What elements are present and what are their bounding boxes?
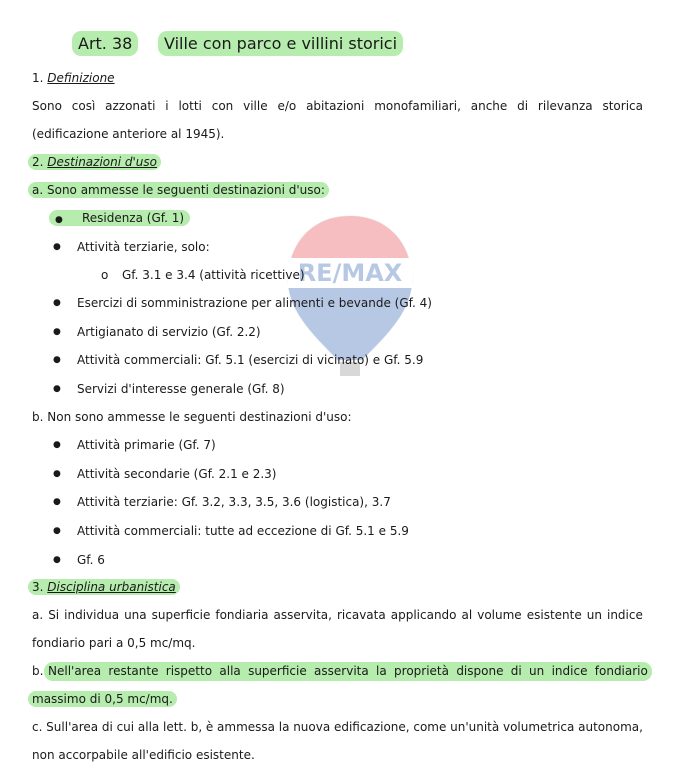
bullet-icon: ● bbox=[53, 384, 61, 394]
word: storica bbox=[602, 99, 643, 113]
word: edificazione, bbox=[333, 720, 410, 734]
section-1-heading: 1. Definizione bbox=[32, 71, 115, 85]
word: volume bbox=[477, 608, 522, 622]
list-item: Artigianato di servizio (Gf. 2.2) bbox=[77, 325, 261, 339]
section-3-b-line2: massimo di 0,5 mc/mq. bbox=[28, 690, 177, 709]
section-3-c-line2: non accorpabile all'edificio esistente. bbox=[32, 748, 255, 762]
sub-list-item: Gf. 3.1 e 3.4 (attività ricettive) bbox=[122, 268, 305, 282]
word: asservita bbox=[314, 664, 369, 678]
word: fondiario bbox=[594, 664, 648, 678]
remax-logo-text: RE/MAX bbox=[297, 259, 403, 287]
word: un bbox=[529, 664, 545, 678]
word: azzonati bbox=[105, 99, 156, 113]
word: asservita, bbox=[273, 608, 332, 622]
word: lotti bbox=[178, 99, 202, 113]
word: rilevanza bbox=[537, 99, 593, 113]
word: Sono bbox=[32, 99, 62, 113]
word: indice bbox=[606, 608, 643, 622]
section-2-b-intro: b. Non sono ammesse le seguenti destinazioni d'uso: bbox=[32, 410, 352, 424]
word: Si bbox=[48, 608, 60, 622]
list-item: Attività terziarie: Gf. 3.2, 3.3, 3.5, 3.6 (logistica), 3.7 bbox=[77, 495, 391, 509]
word: la bbox=[376, 664, 387, 678]
word: monofamiliari, bbox=[374, 99, 461, 113]
word: ricavata bbox=[336, 608, 386, 622]
section-3-c-line1 bbox=[32, 718, 643, 737]
bullet-icon: ● bbox=[53, 242, 61, 252]
word: volumetrica bbox=[502, 720, 575, 734]
list-item: Attività commerciali: Gf. 5.1 (esercizi di vicinato) e Gf. 5.9 bbox=[77, 353, 424, 367]
word: nuova bbox=[293, 720, 331, 734]
word: fondiaria bbox=[215, 608, 269, 622]
word: indice bbox=[551, 664, 588, 678]
word: alla bbox=[137, 720, 160, 734]
list-item: Gf. 6 bbox=[77, 553, 105, 567]
word: dispone bbox=[456, 664, 504, 678]
word: i bbox=[165, 99, 169, 113]
section-3-heading: 3. Disciplina urbanistica bbox=[28, 578, 180, 597]
list-item: Attività commerciali: tutte ad eccezione di Gf. 5.1 e 5.9 bbox=[77, 524, 409, 538]
word: così bbox=[71, 99, 96, 113]
section-3-b-label: b. bbox=[32, 664, 44, 678]
word: Sull'area bbox=[46, 720, 99, 734]
word: b, bbox=[190, 720, 203, 734]
bullet-icon: ● bbox=[53, 497, 61, 507]
word: rispetto bbox=[165, 664, 213, 678]
section-3-a-line2: fondiario pari a 0,5 mc/mq. bbox=[32, 636, 196, 650]
word: cui bbox=[116, 720, 135, 734]
article-title: Ville con parco e villini storici bbox=[158, 34, 403, 53]
bullet-icon: ● bbox=[53, 440, 61, 450]
word: è bbox=[205, 720, 214, 734]
sub-bullet-icon: o bbox=[101, 268, 109, 282]
word: un'unità bbox=[450, 720, 500, 734]
bullet-icon: ● bbox=[53, 526, 61, 536]
bullet-icon: ● bbox=[53, 355, 61, 365]
word: superficie bbox=[151, 608, 211, 622]
list-item: Attività secondarie (Gf. 2.1 e 2.3) bbox=[77, 467, 277, 481]
word: restante bbox=[108, 664, 159, 678]
section-3-a-line1 bbox=[32, 606, 643, 625]
word: a. bbox=[32, 608, 44, 622]
list-item: Esercizi di somministrazione per alimenti e bevande (Gf. 4) bbox=[77, 296, 432, 310]
word: di bbox=[517, 99, 529, 113]
section-1-paragraph-line1 bbox=[32, 97, 643, 116]
word: applicando bbox=[390, 608, 457, 622]
word: lett. bbox=[163, 720, 187, 734]
word: ammessa bbox=[217, 720, 276, 734]
word: con bbox=[211, 99, 234, 113]
section-2-heading: 2. Destinazioni d'uso bbox=[28, 153, 161, 172]
word: autonoma, bbox=[578, 720, 643, 734]
word: e/o bbox=[277, 99, 297, 113]
list-item: Servizi d'interesse generale (Gf. 8) bbox=[77, 382, 285, 396]
list-item: Attività terziarie, solo: bbox=[77, 240, 210, 254]
word: anche bbox=[470, 99, 508, 113]
word: una bbox=[124, 608, 147, 622]
word: abitazioni bbox=[306, 99, 365, 113]
word: di bbox=[510, 664, 522, 678]
word: come bbox=[413, 720, 447, 734]
word: al bbox=[461, 608, 473, 622]
word: ville bbox=[243, 99, 268, 113]
word: alla bbox=[219, 664, 241, 678]
word: c. bbox=[32, 720, 43, 734]
list-item: Attività primarie (Gf. 7) bbox=[77, 438, 216, 452]
word: proprietà bbox=[394, 664, 449, 678]
list-item-residenza: ● Residenza (Gf. 1) bbox=[49, 209, 190, 230]
bullet-icon: ● bbox=[53, 298, 61, 308]
word: Nell'area bbox=[48, 664, 102, 678]
bullet-icon: ● bbox=[53, 469, 61, 479]
word: esistente bbox=[526, 608, 582, 622]
word: un bbox=[586, 608, 602, 622]
bullet-icon: ● bbox=[53, 555, 61, 565]
article-number: Art. 38 bbox=[72, 34, 138, 53]
bullet-icon: ● bbox=[53, 327, 61, 337]
word: individua bbox=[64, 608, 120, 622]
word: superficie bbox=[248, 664, 307, 678]
word: la bbox=[278, 720, 290, 734]
word: di bbox=[101, 720, 113, 734]
section-3-b-line1 bbox=[44, 662, 652, 681]
section-1-paragraph-line2: (edificazione anteriore al 1945). bbox=[32, 127, 225, 141]
section-2-a-intro: a. Sono ammesse le seguenti destinazioni d'uso: bbox=[28, 181, 329, 200]
